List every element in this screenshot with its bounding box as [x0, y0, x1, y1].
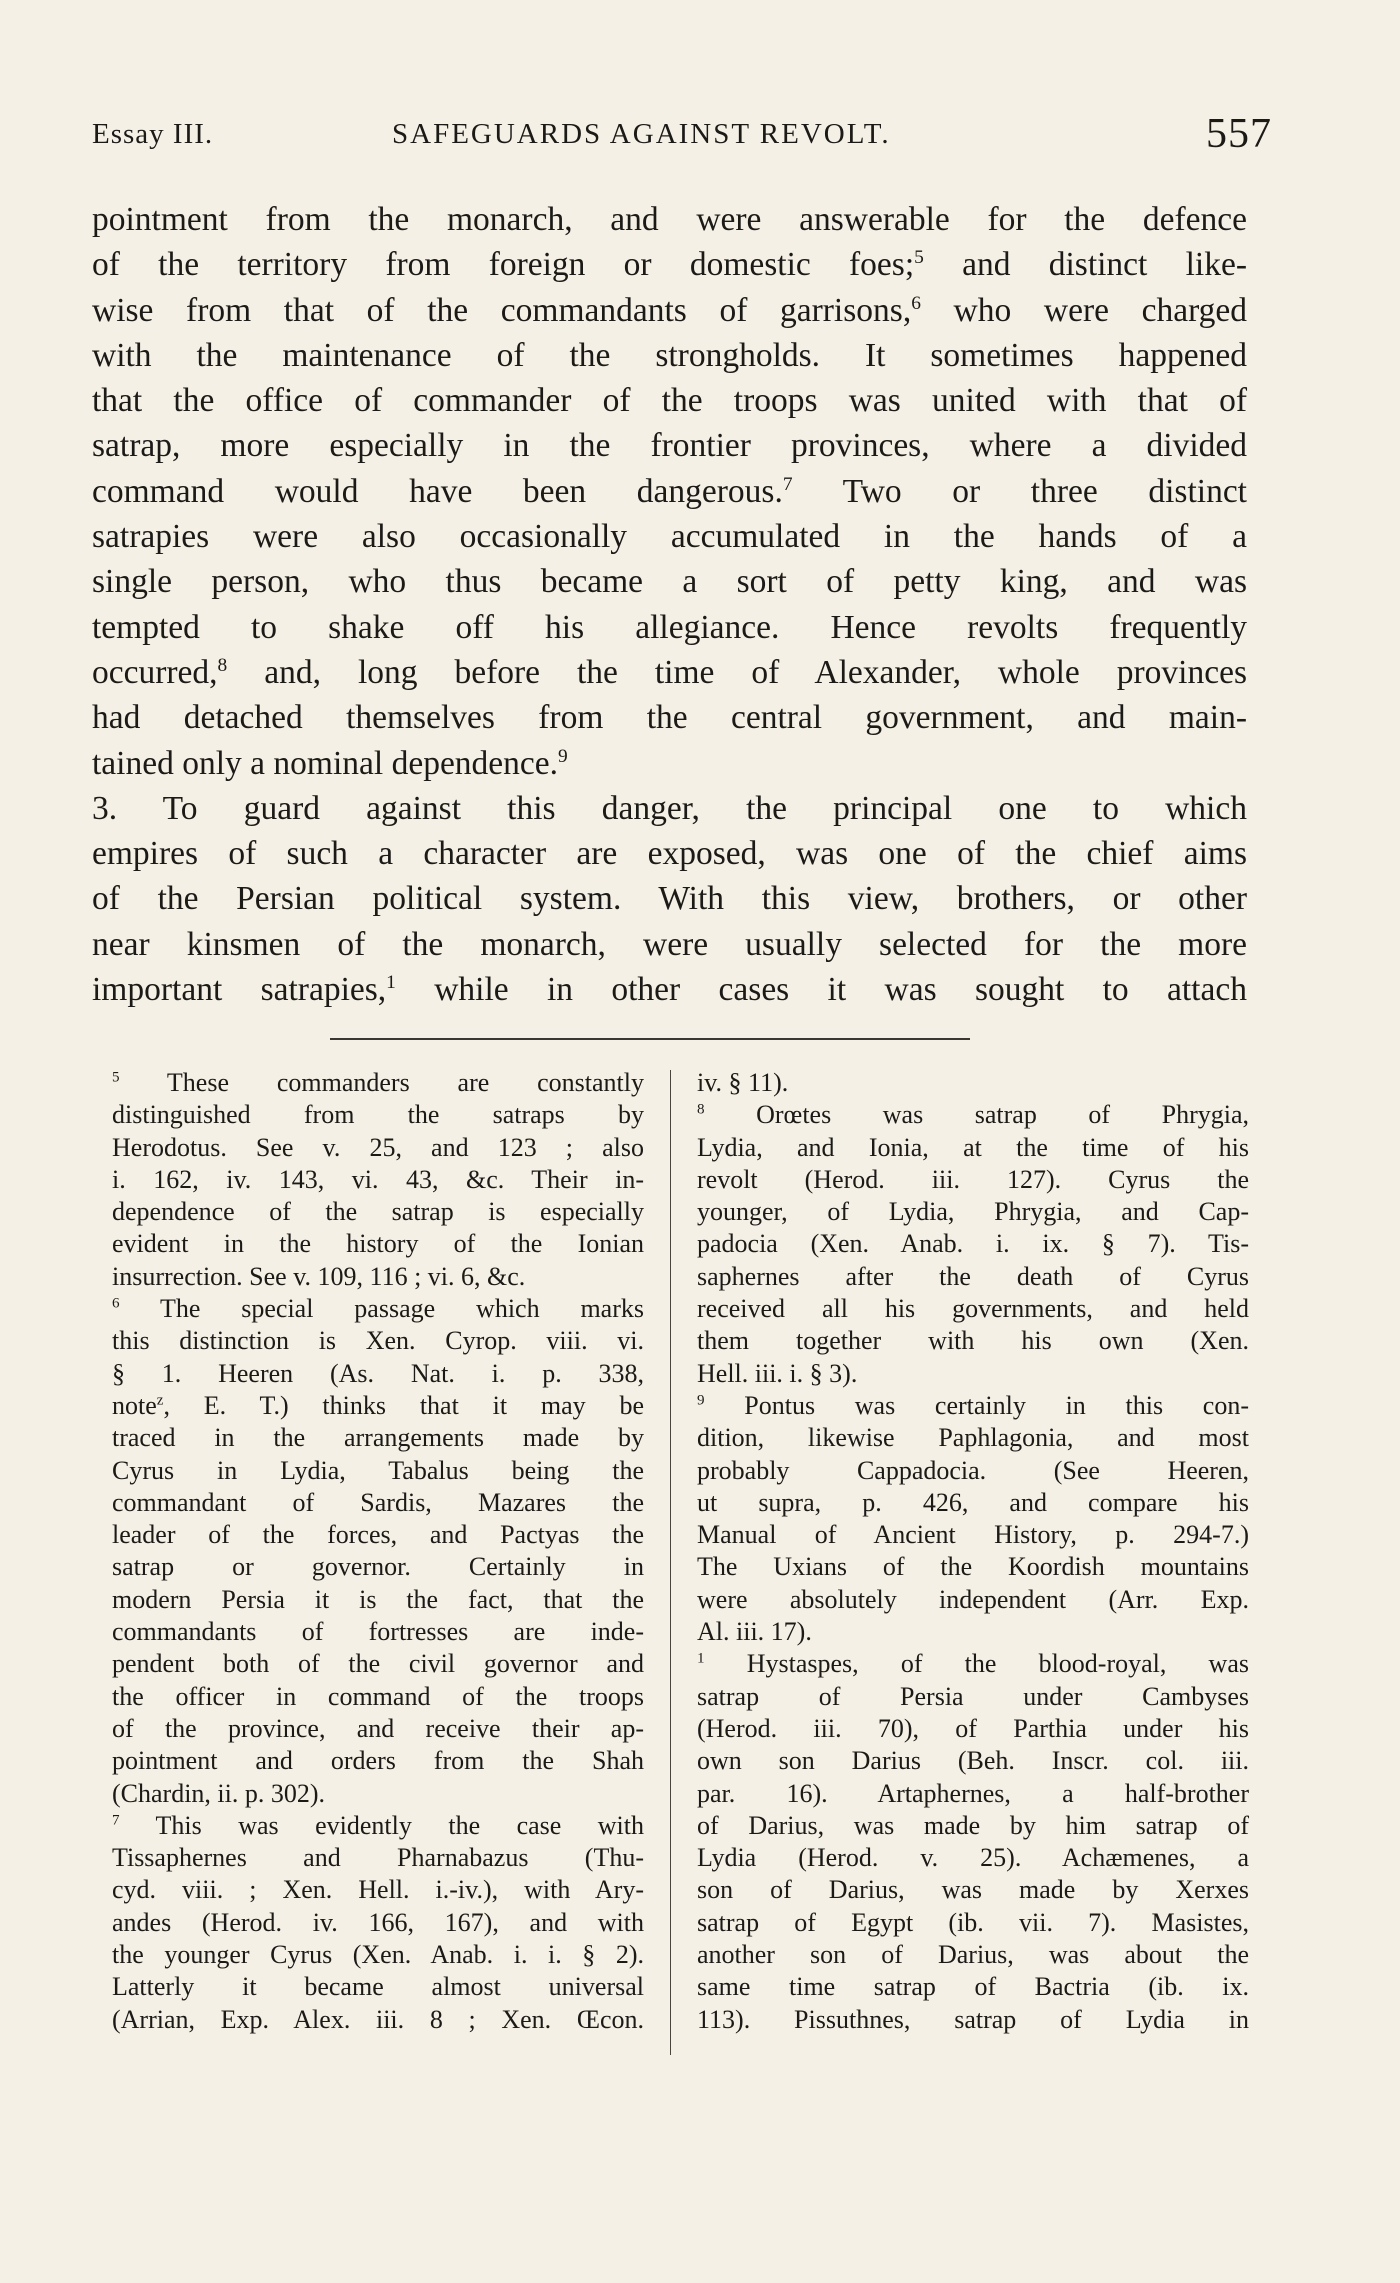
- footnote-line: another son of Darius, was about the: [697, 1940, 1249, 1970]
- footnote-line: $^5$ These commanders are constantly: [112, 1068, 644, 1097]
- text-line: satrap, more especially in the frontier provinces, where a divided: [92, 427, 1247, 465]
- running-header: [92, 110, 1272, 160]
- text-line: satrapies were also occasionally accumulated in the hands of a: [92, 518, 1247, 556]
- footnote-line: satrap of Persia under Cambyses: [697, 1681, 1249, 1711]
- footnote-line: younger, of Lydia, Phrygia, and Cap-: [697, 1197, 1249, 1227]
- footnote-line: Cyrus in Lydia, Tabalus being the: [112, 1455, 644, 1485]
- footnote-line: son of Darius, was made by Xerxes: [697, 1875, 1249, 1905]
- text-line: tained only a nominal dependence.$^9$: [92, 744, 568, 782]
- page-number: 557: [1206, 111, 1272, 157]
- footnote-line: (Herod. iii. 70), of Parthia under his: [697, 1713, 1249, 1743]
- footnote-reference: 5: [914, 247, 924, 269]
- footnote-marker: 8: [697, 1101, 705, 1118]
- footnote-line: (Arrian, Exp. Alex. iii. 8 ; Xen. Œcon.: [112, 2004, 644, 2034]
- text-line: that the office of commander of the troops was united with that of: [92, 382, 1247, 420]
- footnote-line: andes (Herod. iv. 166, 167), and with: [112, 1907, 644, 1937]
- footnote-line: cyd. viii. ; Xen. Hell. i.-iv.), with Ary-: [112, 1875, 644, 1905]
- text-line: of the territory from foreign or domestic foes;$^5$ and distinct like-: [92, 246, 1247, 284]
- footnote-line: Latterly it became almost universal: [112, 1972, 644, 2002]
- footnote-line: this distinction is Xen. Cyrop. viii. vi.: [112, 1326, 644, 1356]
- footnote-line: § 1. Heeren (As. Nat. i. p. 338,: [112, 1358, 644, 1388]
- footnote-rule: [330, 1038, 970, 1040]
- text-line: wise from that of the commandants of garrisons,$^6$ who were charged: [92, 291, 1248, 329]
- footnote-line: (Chardin, ii. p. 302).: [112, 1778, 326, 1808]
- footnote-line: Hell. iii. i. § 3).: [697, 1358, 858, 1388]
- text-line: important satrapies,$^1$ while in other cases it was sought to attach: [92, 971, 1247, 1009]
- footnote-line: Lydia (Herod. v. 25). Achæmenes, a: [697, 1843, 1249, 1873]
- main-text: [92, 197, 1247, 1012]
- footnote-marker: 1: [697, 1650, 705, 1667]
- footnote-line: of Darius, was made by him satrap of: [697, 1810, 1249, 1840]
- footnote-line: par. 16). Artaphernes, a half-brother: [697, 1778, 1249, 1808]
- footnote-line: insurrection. See v. 109, 116 ; vi. 6, &c.: [112, 1261, 526, 1291]
- text-line: tempted to shake off his allegiance. Hence revolts frequently: [92, 608, 1247, 646]
- running-title: SAFEGUARDS AGAINST REVOLT.: [392, 118, 891, 150]
- text-line: 3. To guard against this danger, the principal one to which: [92, 789, 1247, 827]
- text-line: occurred,$^8$ and, long before the time of Alexander, whole provinces: [92, 653, 1247, 691]
- footnote-line: satrap of Egypt (ib. vii. 7). Masistes,: [697, 1907, 1249, 1937]
- footnote-line: of the province, and receive their ap-: [112, 1713, 644, 1743]
- footnote-line: traced in the arrangements made by: [112, 1423, 644, 1453]
- footnote-line: own son Darius (Beh. Inscr. col. iii.: [697, 1746, 1249, 1776]
- footnote-line: 113). Pissuthnes, satrap of Lydia in: [697, 2004, 1249, 2034]
- footnote-line: probably Cappadocia. (See Heeren,: [697, 1455, 1249, 1485]
- footnote-marker: 6: [112, 1295, 120, 1312]
- column-divider: [670, 1070, 671, 2055]
- footnote-line: padocia (Xen. Anab. i. ix. § 7). Tis-: [697, 1229, 1249, 1259]
- text-line: empires of such a character are exposed, was one of the chief aims: [92, 835, 1247, 873]
- footnote-line: $^9$ Pontus was certainly in this con-: [697, 1390, 1249, 1420]
- footnote-line: Tissaphernes and Pharnabazus (Thu-: [112, 1843, 644, 1873]
- footnote-reference: 1: [386, 971, 396, 993]
- footnote-line: pointment and orders from the Shah: [112, 1746, 644, 1776]
- footnote-line: $^7$ This was evidently the case with: [112, 1810, 644, 1840]
- footnote-line: The Uxians of the Koordish mountains: [697, 1552, 1249, 1582]
- footnotes-left-column: [112, 1067, 644, 2036]
- text-line: with the maintenance of the strongholds. It sometimes happened: [92, 336, 1247, 374]
- footnote-line: same time satrap of Bactria (ib. ix.: [697, 1972, 1249, 2002]
- footnote-marker: 7: [112, 1812, 120, 1829]
- footnote-line: satrap or governor. Certainly in: [112, 1552, 644, 1582]
- footnote-line: revolt (Herod. iii. 127). Cyrus the: [697, 1164, 1249, 1194]
- footnote-reference: 8: [217, 654, 228, 676]
- footnote-line: Al. iii. 17).: [697, 1617, 812, 1647]
- footnote-line: i. 162, iv. 143, vi. 43, &c. Their in-: [112, 1164, 644, 1194]
- footnote-line: iv. § 11).: [697, 1068, 789, 1097]
- footnote-reference: 9: [558, 745, 568, 767]
- footnote-line: commandant of Sardis, Mazares the: [112, 1487, 644, 1517]
- essay-label: Essay III.: [92, 118, 214, 150]
- note-superscript: z: [156, 1392, 164, 1409]
- footnote-line: received all his governments, and held: [697, 1294, 1249, 1324]
- footnote-line: dependence of the satrap is especially: [112, 1197, 644, 1227]
- footnote-line: $^8$ Orœtes was satrap of Phrygia,: [697, 1100, 1249, 1130]
- text-line: pointment from the monarch, and were answerable for the defence: [92, 201, 1247, 238]
- footnote-marker: 5: [112, 1069, 120, 1086]
- text-line: near kinsmen of the monarch, were usually selected for the more: [92, 925, 1247, 963]
- footnote-line: pendent both of the civil governor and: [112, 1649, 644, 1679]
- footnote-line: leader of the forces, and Pactyas the: [112, 1520, 644, 1550]
- footnote-reference: 6: [911, 292, 921, 314]
- text-line: of the Persian political system. With this view, brothers, or other: [92, 880, 1247, 918]
- footnote-line: modern Persia it is the fact, that the: [112, 1584, 644, 1614]
- footnote-line: the younger Cyrus (Xen. Anab. i. i. § 2).: [112, 1940, 644, 1970]
- footnotes-right-column: [697, 1067, 1249, 2036]
- footnote-line: were absolutely independent (Arr. Exp.: [697, 1584, 1249, 1614]
- footnote-line: $^1$ Hystaspes, of the blood-royal, was: [697, 1649, 1249, 1679]
- footnote-line: ut supra, p. 426, and compare his: [697, 1487, 1249, 1517]
- footnote-line: saphernes after the death of Cyrus: [697, 1261, 1249, 1291]
- text-line: command would have been dangerous.$^7$ Two or three distinct: [92, 472, 1247, 510]
- text-line: single person, who thus became a sort of petty king, and was: [92, 563, 1247, 601]
- footnote-line: Lydia, and Ionia, at the time of his: [697, 1132, 1249, 1162]
- footnote-line: evident in the history of the Ionian: [112, 1229, 644, 1259]
- footnote-line: $^6$ The special passage which marks: [112, 1294, 644, 1324]
- footnote-reference: 7: [782, 473, 793, 495]
- footnote-line: dition, likewise Paphlagonia, and most: [697, 1423, 1249, 1453]
- text-line: had detached themselves from the central government, and main-: [92, 699, 1247, 737]
- footnote-line: distinguished from the satraps by: [112, 1100, 644, 1130]
- footnote-line: the officer in command of the troops: [112, 1681, 644, 1711]
- footnote-line: Herodotus. See v. 25, and 123 ; also: [112, 1132, 644, 1162]
- footnote-line: commandants of fortresses are inde-: [112, 1617, 644, 1647]
- footnote-line: them together with his own (Xen.: [697, 1326, 1249, 1356]
- footnote-line: note$^z$, E. T.) thinks that it may be: [112, 1390, 644, 1420]
- footnote-line: Manual of Ancient History, p. 294-7.): [697, 1520, 1249, 1550]
- footnote-marker: 9: [697, 1392, 705, 1409]
